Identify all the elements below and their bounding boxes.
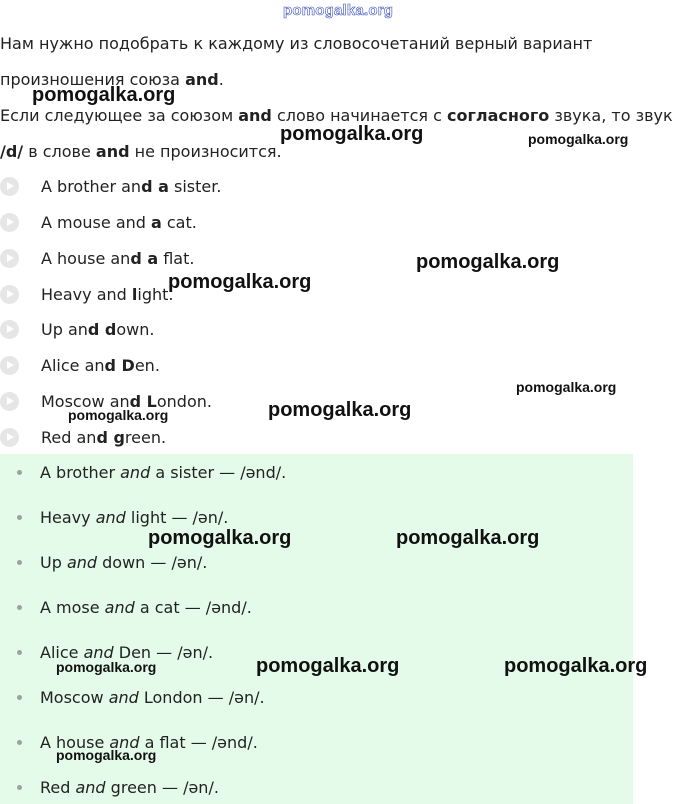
play-icon[interactable] <box>0 177 19 196</box>
play-icon[interactable] <box>0 392 19 411</box>
intro-line-2: произношения союза and. <box>0 70 224 89</box>
play-icon[interactable] <box>0 356 19 375</box>
bullet-icon <box>17 740 22 745</box>
answer-item: Alice and Den — /ən/. <box>0 640 213 664</box>
watermark: pomogalka.org <box>32 84 176 106</box>
keyword-and: and <box>185 70 219 89</box>
play-icon[interactable] <box>0 249 19 268</box>
watermark: pomogalka.org <box>168 271 312 293</box>
answer-item: A house and a flat — /ənd/. <box>0 730 258 754</box>
audio-item[interactable]: A mouse and a cat. <box>0 210 197 234</box>
audio-item[interactable]: Heavy and light. <box>0 282 173 306</box>
watermark: pomogalka.org <box>256 655 400 677</box>
intro-line-1: Нам нужно подобрать к каждому из словосочетаний верный вариант <box>0 34 593 53</box>
play-icon[interactable] <box>0 213 19 232</box>
watermark: pomogalka.org <box>516 379 617 395</box>
answer-item: Up and down — /ən/. <box>0 550 207 574</box>
audio-item[interactable]: Red and green. <box>0 425 166 449</box>
bullet-icon <box>17 695 22 700</box>
audio-item[interactable]: Moscow and London. <box>0 389 212 413</box>
watermark: pomogalka.org <box>268 399 412 421</box>
watermark: pomogalka.org <box>396 527 540 549</box>
bullet-icon <box>17 470 22 475</box>
answer-item: A mose and a cat — /ənd/. <box>0 595 252 619</box>
bullet-icon <box>17 650 22 655</box>
watermark: pomogalka.org <box>68 407 169 423</box>
watermark: pomogalka.org <box>56 747 157 763</box>
answer-item: A brother and a sister — /ənd/. <box>0 460 286 484</box>
top-watermark: pomogalka.org <box>283 2 394 19</box>
play-icon[interactable] <box>0 285 19 304</box>
audio-item[interactable]: Up and down. <box>0 317 155 341</box>
watermark: pomogalka.org <box>528 131 629 147</box>
intro-line-3: Если следующее за союзом and слово начинается с согласного звука, то звук <box>0 106 673 125</box>
bullet-icon <box>17 515 22 520</box>
watermark: pomogalka.org <box>280 123 424 145</box>
audio-item[interactable]: Alice and Den. <box>0 353 160 377</box>
play-icon[interactable] <box>0 320 19 339</box>
play-icon[interactable] <box>0 428 19 447</box>
bullet-icon <box>17 605 22 610</box>
answer-item: Moscow and London — /ən/. <box>0 685 265 709</box>
watermark: pomogalka.org <box>56 659 157 675</box>
bullet-icon <box>17 560 22 565</box>
audio-item[interactable]: A house and a flat. <box>0 246 194 270</box>
intro-line-4: /d/ в слове and не произносится. <box>0 142 282 161</box>
audio-item[interactable]: A brother and a sister. <box>0 174 221 198</box>
bullet-icon <box>17 785 22 790</box>
watermark: pomogalka.org <box>148 527 292 549</box>
answer-item: Heavy and light — /ən/. <box>0 505 228 529</box>
answer-item: Red and green — /ən/. <box>0 775 219 799</box>
watermark: pomogalka.org <box>504 655 648 677</box>
watermark: pomogalka.org <box>416 251 560 273</box>
